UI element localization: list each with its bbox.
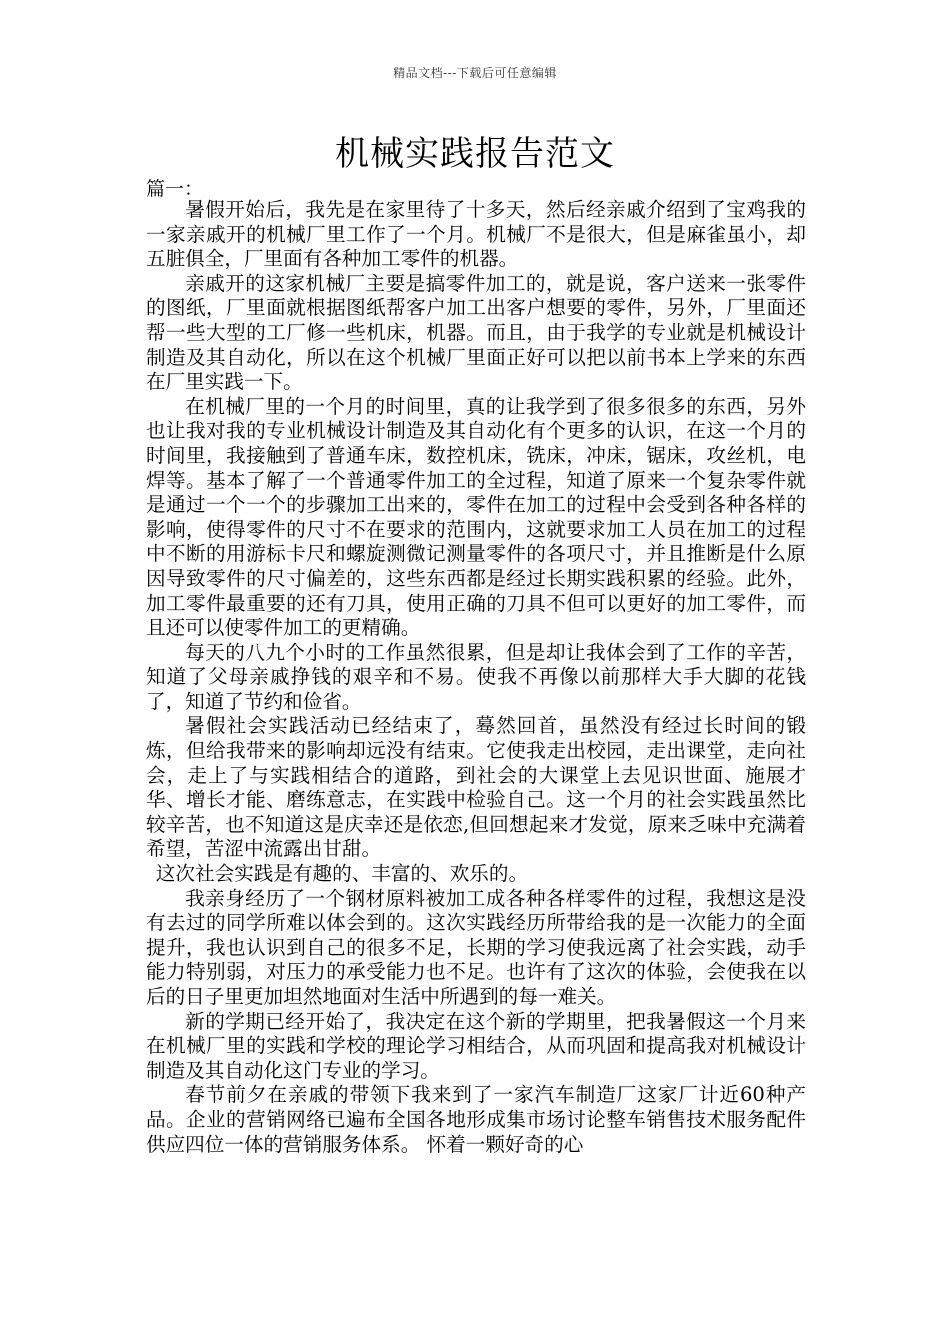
section-label: 篇一： (146, 178, 204, 200)
header-note: 精品文档---下载后可任意编辑 (393, 66, 557, 80)
paragraph: 我亲身经历了一个钢材原料被加工成各种各样零件的过程，我想这是没有去过的同学所难以体会到的。这次实践经历所带给我的是一次能力的全面提升，我也认识到自己的很多不足，长期的学习使我远离了社会实践，动手能力特别弱，对压力的承受能力也不足。也许有了这次的体验，会使我在以后的日子里更加坦然地面对生活中所遇到的每一难关。 (146, 886, 806, 1008)
paragraph: 在机械厂里的一个月的时间里，真的让我学到了很多很多的东西，另外也让我对我的专业机械设计制造及其自动化有个更多的认识，在这一个月的时间里，我接触到了普通车床，数控机床，铣床，冲床，锯床，攻丝机，电焊等。基本了解了一个普通零件加工的全过程，知道了原来一个复杂零件就是通过一个一个的步骤加工出来的，零件在加工的过程中会受到各种各样的影响，使得零件的尺寸不在要求的范围内，这就要求加工人员在加工的过程中不断的用游标卡尺和螺旋测微记测量零件的各项尺寸，并且推断是什么原因导致零件的尺寸偏差的，这些东西都是经过长期实践积累的经验。此外，加工零件最重要的还有刀具，使用正确的刀具不但可以更好的加工零件，而且还可以使零件加工的更精确。 (146, 394, 806, 640)
paragraph: 这次社会实践是有趣的、丰富的、欢乐的。 (155, 862, 529, 886)
paragraph: 春节前夕在亲戚的带领下我来到了一家汽车制造厂这家厂计近60种产品。企业的营销网络已遍布全国各地形成集市场讨论整车销售技术服务配件供应四位一体的营销服务体系。 怀着一颗好奇的心 (146, 1083, 806, 1156)
document-body (146, 198, 806, 1157)
document-title: 机械实践报告范文 (335, 134, 615, 174)
paragraph: 每天的八九个小时的工作虽然很累，但是却让我体会到了工作的辛苦，知道了父母亲戚挣钱的艰辛和不易。使我不再像以前那样大手大脚的花钱了，知道了节约和俭省。 (146, 640, 806, 713)
paragraph: 亲戚开的这家机械厂主要是搞零件加工的，就是说，客户送来一张零件的图纸，厂里面就根据图纸帮客户加工出客户想要的零件，另外，厂里面还帮一些大型的工厂修一些机床，机器。而且，由于我学的专业就是机械设计制造及其自动化，所以在这个机械厂里面正好可以把以前书本上学来的东西在厂里实践一下。 (146, 271, 806, 394)
paragraph: 暑假社会实践活动已经结束了，蓦然回首，虽然没有经过长时间的锻炼，但给我带来的影响却远没有结束。它使我走出校园，走出课堂，走向社会，走上了与实践相结合的道路，到社会的大课堂上去见识世面、施展才华、增长才能、磨练意志，在实践中检验自己。这一个月的社会实践虽然比较辛苦，也不知道这是庆幸还是依恋,但回想起来才发觉，原来乏味中充满着希望，苦涩中流露出甘甜。 (146, 714, 806, 861)
paragraph: 新的学期已经开始了，我决定在这个新的学期里，把我暑假这一个月来在机械厂里的实践和学校的理论学习相结合，从而巩固和提高我对机械设计制造及其自动化这门专业的学习。 (146, 1009, 806, 1082)
paragraph: 暑假开始后，我先是在家里待了十多天，然后经亲戚介绍到了宝鸡我的一家亲戚开的机械厂里工作了一个月。机械厂不是很大，但是麻雀虽小，却五脏俱全，厂里面有各种加工零件的机器。 (146, 198, 806, 271)
